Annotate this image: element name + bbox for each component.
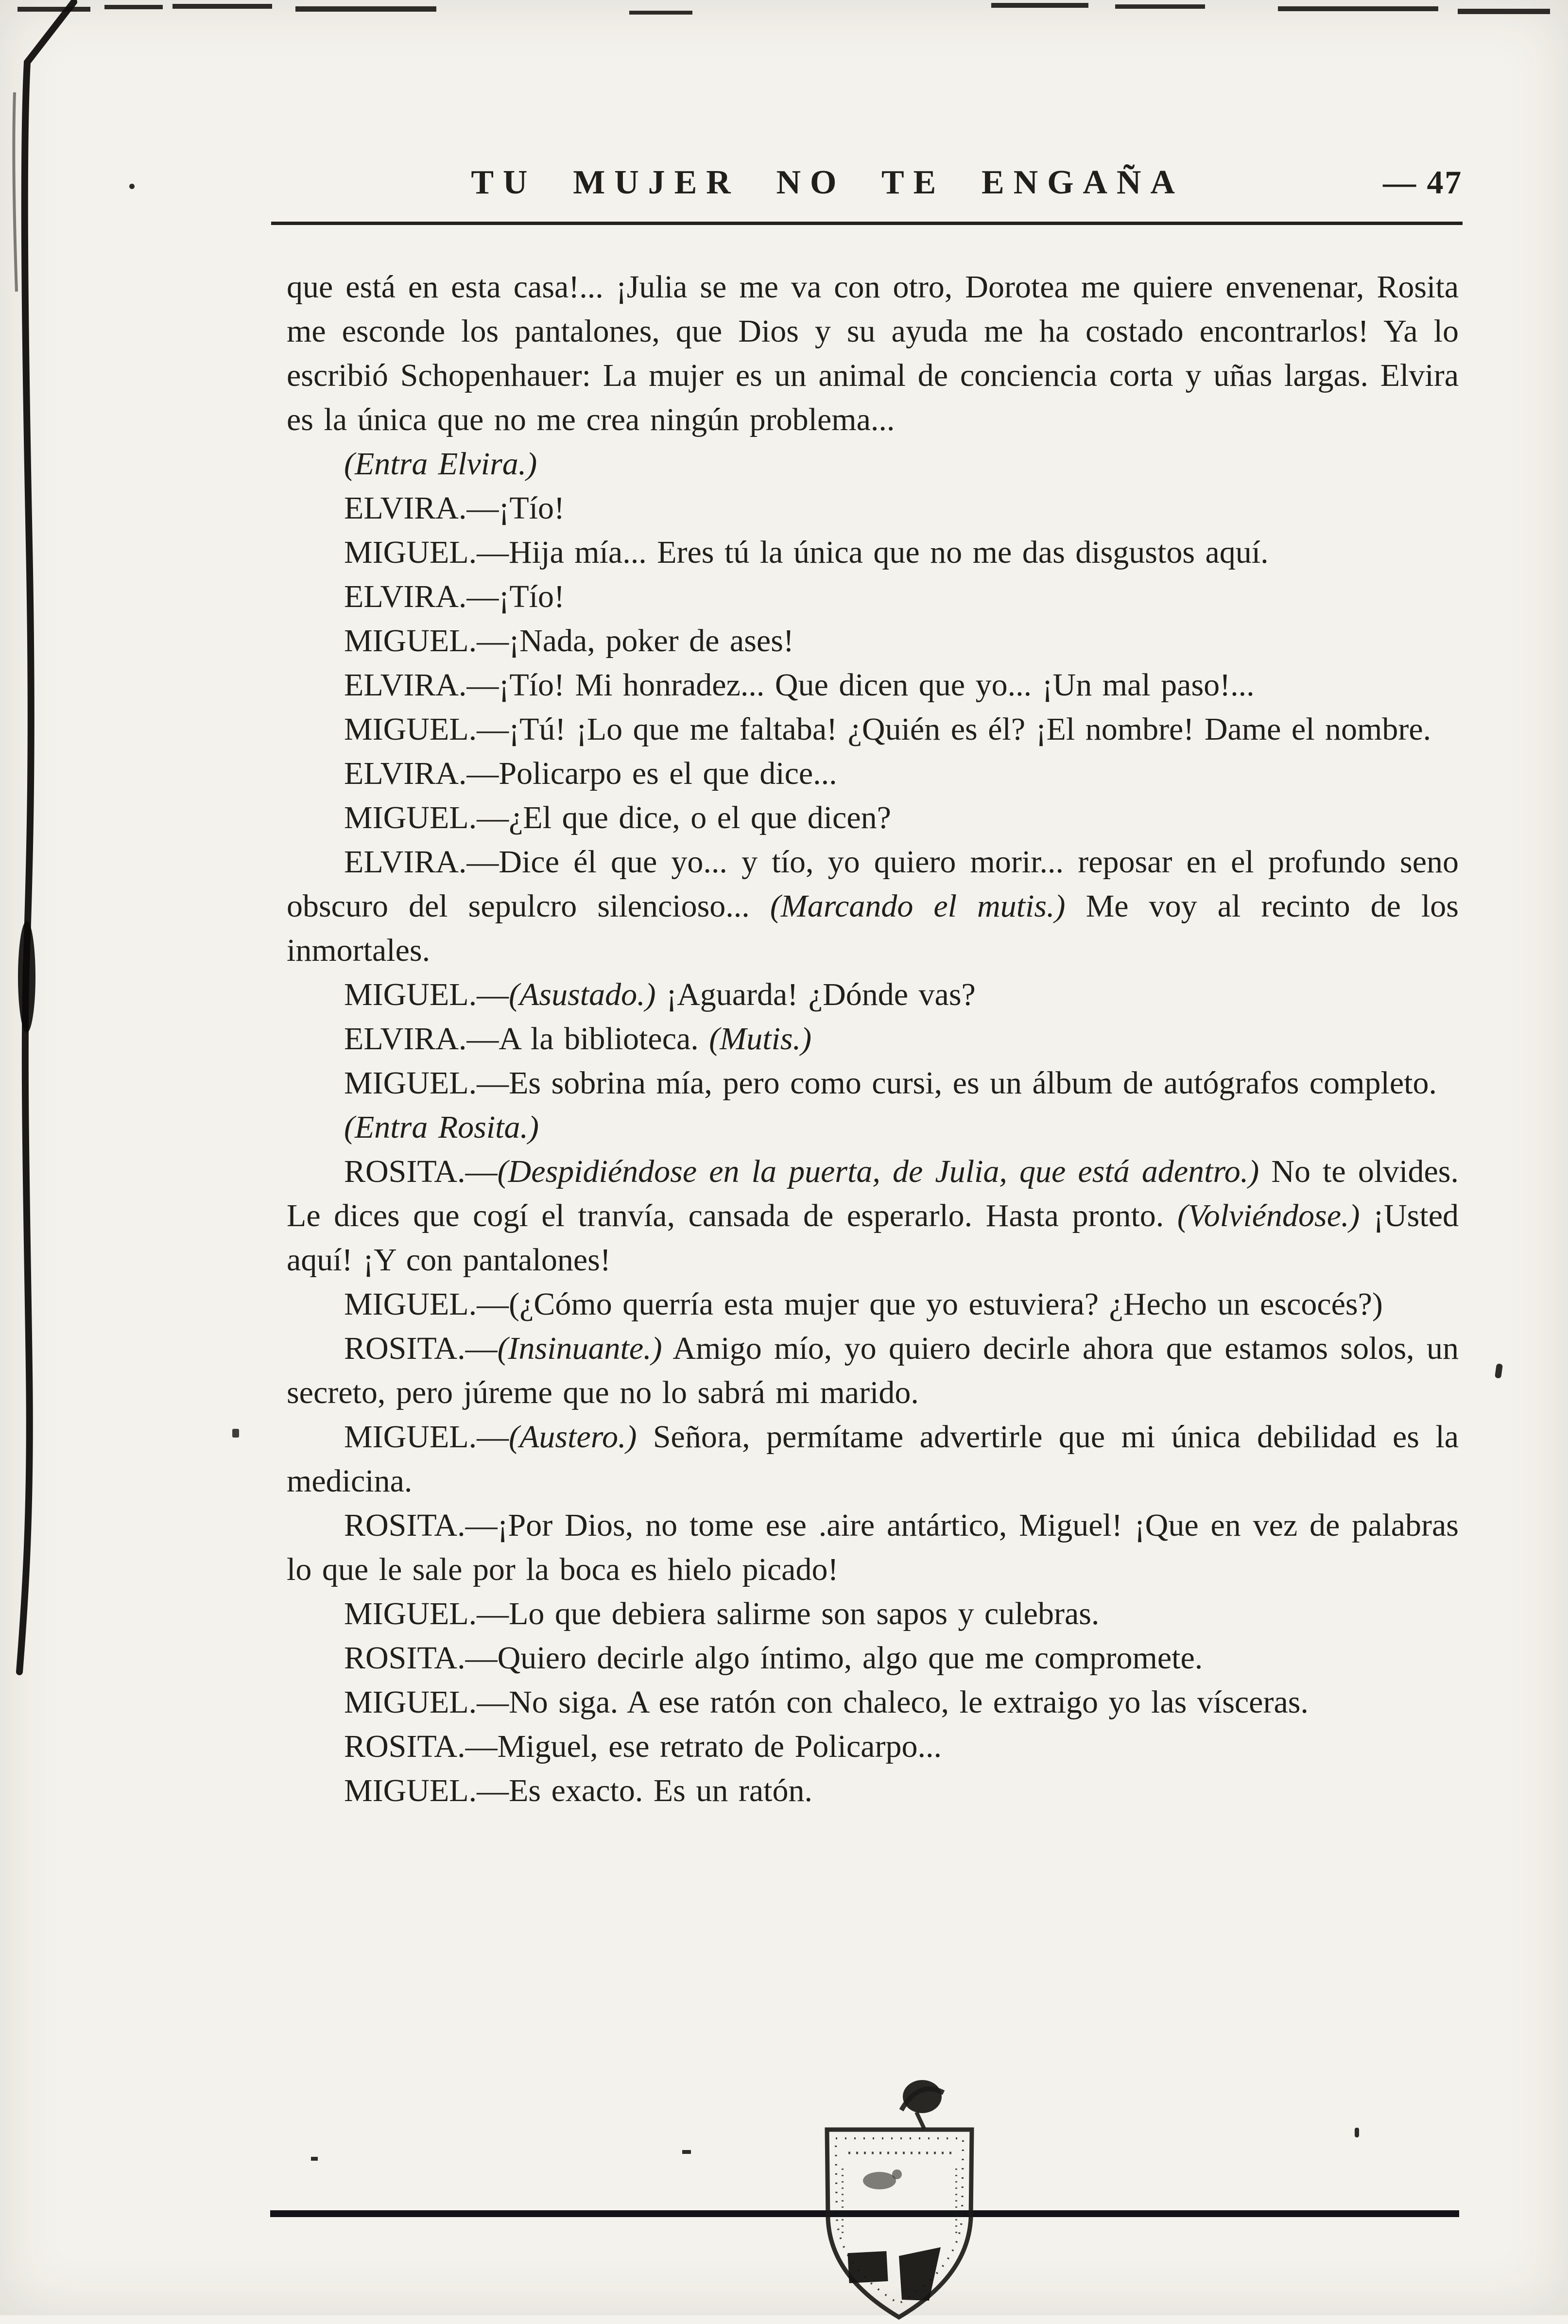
dialogue-line: ELVIRA.—A la biblioteca. (Mutis.) bbox=[344, 1021, 812, 1057]
scan-artifact bbox=[104, 5, 163, 9]
library-stamp-seal bbox=[802, 2071, 986, 2324]
dialogue-line: ELVIRA.—Dice él que yo... y tío, yo quiero morir... reposar en el profundo seno obscuro del sepulcro silencioso... (Marcando el mutis.) Me voy al recinto de los inmortales. bbox=[287, 844, 1459, 968]
page-header bbox=[272, 163, 1463, 202]
scan-artifact bbox=[17, 7, 90, 12]
scan-artifact bbox=[991, 3, 1088, 8]
stamp-shield-icon bbox=[827, 2130, 972, 2317]
dialogue-line: MIGUEL.—(Asustado.) ¡Aguarda! ¿Dónde vas? bbox=[344, 977, 976, 1012]
dialogue-line: MIGUEL.—No siga. A ese ratón con chaleco, le extraigo yo las vísceras. bbox=[344, 1684, 1309, 1720]
book-spine-shadow bbox=[0, 0, 97, 2315]
stage-direction: (Entra Rosita.) bbox=[344, 1110, 539, 1145]
dialogue-line: MIGUEL.—(Austero.) Señora, permítame advertirle que mi única debilidad es la medicina. bbox=[287, 1419, 1459, 1499]
narrative-paragraph: que está en esta casa!... ¡Julia se me va con otro, Dorotea me quiere envenenar, Rosita me esconde los pantalones, que Dios y su ayuda me ha costado encontrarlos! Ya lo escribió Schopenhauer: La mujer es un animal de conciencia corta y uñas largas. Elvira es la única que no me crea ningún problema... bbox=[287, 269, 1459, 437]
dialogue-line: ELVIRA.—¡Tío! bbox=[344, 490, 565, 526]
dialogue-line: MIGUEL.—Hija mía... Eres tú la única que no me das disgustos aquí. bbox=[344, 535, 1269, 570]
dialogue-line: MIGUEL.—Es exacto. Es un ratón. bbox=[344, 1773, 812, 1808]
dialogue-line: MIGUEL.—¡Tú! ¡Lo que me faltaba! ¿Quién es él? ¡El nombre! Dame el nombre. bbox=[344, 711, 1431, 747]
scan-artifact bbox=[295, 6, 436, 12]
dialogue-line: ELVIRA.—Policarpo es el que dice... bbox=[344, 756, 837, 791]
dialogue-line: ROSITA.—(Insinuante.) Amigo mío, yo quiero decirle ahora que estamos solos, un secreto, pero júreme que no lo sabrá mi marido. bbox=[287, 1331, 1459, 1410]
scan-artifact bbox=[1278, 6, 1438, 11]
dialogue-line: ELVIRA.—¡Tío! Mi honradez... Que dicen que yo... ¡Un mal paso!... bbox=[344, 667, 1255, 703]
scan-artifact bbox=[1115, 4, 1205, 9]
dialogue-line: ROSITA.—Quiero decirle algo íntimo, algo que me compromete. bbox=[344, 1640, 1203, 1676]
page-number: — 47 bbox=[1383, 164, 1463, 201]
dialogue-line: MIGUEL.—¡Nada, poker de ases! bbox=[344, 623, 794, 659]
page-title: TU MUJER NO TE ENGAÑA bbox=[471, 164, 1184, 201]
scan-artifact bbox=[1355, 2128, 1359, 2137]
scan-artifact bbox=[682, 2150, 691, 2154]
scan-artifact bbox=[1458, 9, 1550, 14]
dialogue-line: ROSITA.—¡Por Dios, no tome ese .aire antártico, Miguel! ¡Que en vez de palabras lo que le sale por la boca es hielo picado! bbox=[287, 1508, 1459, 1587]
stage-direction: (Entra Elvira.) bbox=[344, 446, 537, 482]
scan-artifact bbox=[129, 184, 135, 189]
dialogue-line: MIGUEL.—Es sobrina mía, pero como cursi, es un álbum de autógrafos completo. bbox=[344, 1065, 1437, 1101]
scan-artifact bbox=[311, 2157, 318, 2161]
scan-artifact bbox=[1495, 1363, 1503, 1379]
dialogue-line: MIGUEL.—¿El que dice, o el que dicen? bbox=[344, 800, 891, 835]
dialogue-line: MIGUEL.—(¿Cómo querría esta mujer que yo estuviera? ¿Hecho un escocés?) bbox=[344, 1286, 1383, 1322]
scan-artifact bbox=[172, 4, 272, 9]
scan-artifact bbox=[629, 11, 692, 15]
scan-artifact bbox=[232, 1429, 239, 1438]
dialogue-line: ELVIRA.—¡Tío! bbox=[344, 579, 565, 614]
dialogue-line: MIGUEL.—Lo que debiera salirme son sapos y culebras. bbox=[344, 1596, 1100, 1631]
header-rule bbox=[271, 222, 1463, 225]
dialogue-line: ROSITA.—(Despidiéndose en la puerta, de Julia, que está adentro.) No te olvides. Le dices que cogí el tranvía, cansada de esperarlo. Hasta pronto. (Volviéndose.) ¡Usted aquí! ¡Y con pantalones! bbox=[287, 1154, 1459, 1278]
play-text bbox=[287, 265, 1459, 1813]
dialogue-line: ROSITA.—Miguel, ese retrato de Policarpo... bbox=[344, 1729, 942, 1764]
